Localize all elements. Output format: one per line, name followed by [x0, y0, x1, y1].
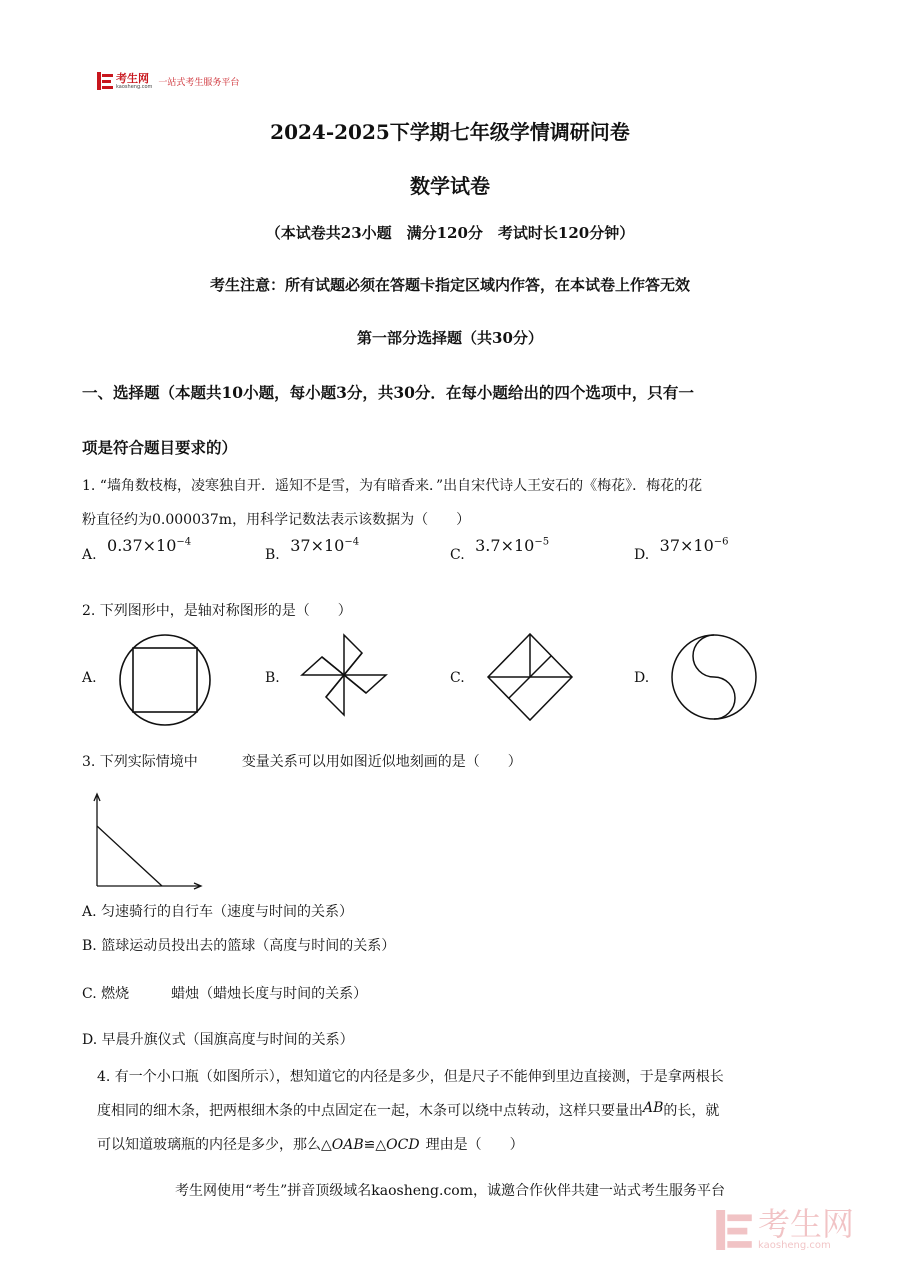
option-text: 匀速骑行的自行车（速度与时间的关系）: [101, 904, 354, 920]
option-label: A.: [82, 904, 97, 920]
q4-line3-text-a: 可以知道玻璃瓶的内径是多少，那么△: [97, 1137, 332, 1153]
option-label: A.: [82, 547, 97, 563]
q4-var-ab: AB: [643, 1100, 664, 1116]
option-label: D.: [82, 1032, 98, 1048]
q1-option-d: [634, 536, 729, 563]
q3-stem: [82, 752, 522, 772]
q3-option-c: [82, 984, 367, 1004]
exam-title: 2024-2025下学期七年级学情调研问卷: [270, 120, 630, 144]
expression-exponent: −6: [713, 536, 729, 548]
option-label: B.: [265, 547, 280, 563]
section-heading-line1: 一、选择题（本题共10小题，每小题3分，共30分．在每小题给出的四个选项中，只有一: [82, 383, 694, 402]
q2-option-d-label: D.: [634, 670, 650, 686]
q2-figure-a-circle-square-icon: [118, 633, 212, 727]
q3-option-a: [82, 902, 353, 922]
q4-var-oab: OAB: [331, 1137, 364, 1153]
exam-info: （本试卷共23小题 满分120分 考试时长120分钟）: [265, 224, 635, 242]
expression-exponent: −4: [176, 536, 192, 548]
logo-textblock: [113, 73, 152, 90]
q1-stem-line2: 粉直径约为0.000037m，用科学记数法表示该数据为（ ）: [82, 512, 471, 528]
option-expression: [660, 536, 729, 555]
watermark-name: 考生网: [758, 1205, 855, 1243]
watermark-logo-icon: [716, 1210, 752, 1250]
part-heading: 第一部分选择题（共30分）: [357, 329, 543, 347]
q2-option-a-label: A.: [82, 670, 97, 686]
q4-line2-text-b: 的长，就: [663, 1103, 720, 1119]
expression-base: 0.37×10: [107, 536, 177, 555]
option-label: B.: [82, 938, 97, 954]
q1-option-b: [265, 536, 360, 563]
expression-exponent: −4: [344, 536, 360, 548]
q2-stem: 2. 下列图形中，是轴对称图形的是（ ）: [82, 603, 352, 619]
q4-stem-line2: [97, 1101, 719, 1121]
q4-line3-text-b: 理由是（ ）: [425, 1137, 524, 1153]
q2-option-b-label: B.: [265, 670, 280, 686]
option-text: 篮球运动员投出去的篮球（高度与时间的关系）: [101, 938, 396, 954]
q3-stem-part1: 3. 下列实际情境中: [82, 754, 198, 770]
logo-name: 考生网: [116, 71, 149, 85]
kaosheng-logo-icon: [97, 72, 113, 90]
q2-option-c-label: C.: [450, 670, 465, 686]
section-heading-line2: 项是符合题目要求的）: [82, 438, 238, 457]
q1-option-c: [450, 536, 550, 563]
watermark: [716, 1205, 855, 1251]
q2-figure-d-yinyang-icon: [670, 633, 758, 721]
q3-option-d: [82, 1030, 354, 1050]
expression-base: 3.7×10: [475, 536, 535, 555]
q4-congruent-symbol: ≌△: [363, 1137, 387, 1153]
header-logo: [97, 72, 239, 90]
expression-exponent: −5: [534, 536, 550, 548]
logo-domain: kaosheng.com: [116, 83, 153, 90]
expression-base: 37×10: [290, 536, 345, 555]
q4-line2-text-a: 度相同的细木条，把两根细木条的中点固定在一起，木条可以绕中点转动，这样只要量出: [97, 1103, 643, 1119]
q3-graph-decreasing-line-icon: [88, 790, 208, 894]
q3-stem-part2: 变量关系可以用如图近似地刻画的是（ ）: [241, 754, 522, 770]
option-label: C.: [82, 986, 97, 1002]
option-text: 早晨升旗仪式（国旗高度与时间的关系）: [101, 1032, 354, 1048]
expression-base: 37×10: [659, 536, 714, 555]
exam-subject: 数学试卷: [410, 174, 490, 198]
q2-figure-c-diamond-icon: [486, 632, 574, 722]
q4-stem-line3: [97, 1135, 524, 1155]
option-expression: [290, 536, 359, 555]
watermark-textblock: [752, 1205, 855, 1251]
q1-stem-line1: 1. “墙角数枝梅，凌寒独自开．遥知不是雪，为有暗香来．”出自宋代诗人王安石的《梅花》．梅花的花: [82, 478, 703, 494]
watermark-domain: kaosheng.com: [758, 1240, 831, 1251]
exam-notice: 考生注意：所有试题必须在答题卡指定区域内作答，在本试卷上作答无效: [209, 276, 690, 294]
q4-var-ocd: OCD: [386, 1137, 420, 1153]
logo-slogan: 一站式考生服务平台: [158, 77, 240, 88]
option-expression: [107, 536, 191, 555]
q4-stem-line1: 4. 有一个小口瓶（如图所示），想知道它的内径是多少，但是尺子不能伸到里边直接测，于是拿两根长: [97, 1069, 724, 1085]
q3-option-b: [82, 936, 395, 956]
option-label: C.: [450, 547, 465, 563]
q2-figure-b-pinwheel-icon: [300, 633, 388, 717]
q1-option-a: [82, 536, 192, 563]
option-label: D.: [634, 547, 650, 563]
option-text: 燃烧 蜡烛（蜡烛长度与时间的关系）: [101, 986, 368, 1002]
option-expression: [475, 536, 549, 555]
page-footer: 考生网使用“考生”拼音顶级域名kaosheng.com，诚邀合作伙伴共建一站式考生服务平台: [174, 1183, 726, 1199]
